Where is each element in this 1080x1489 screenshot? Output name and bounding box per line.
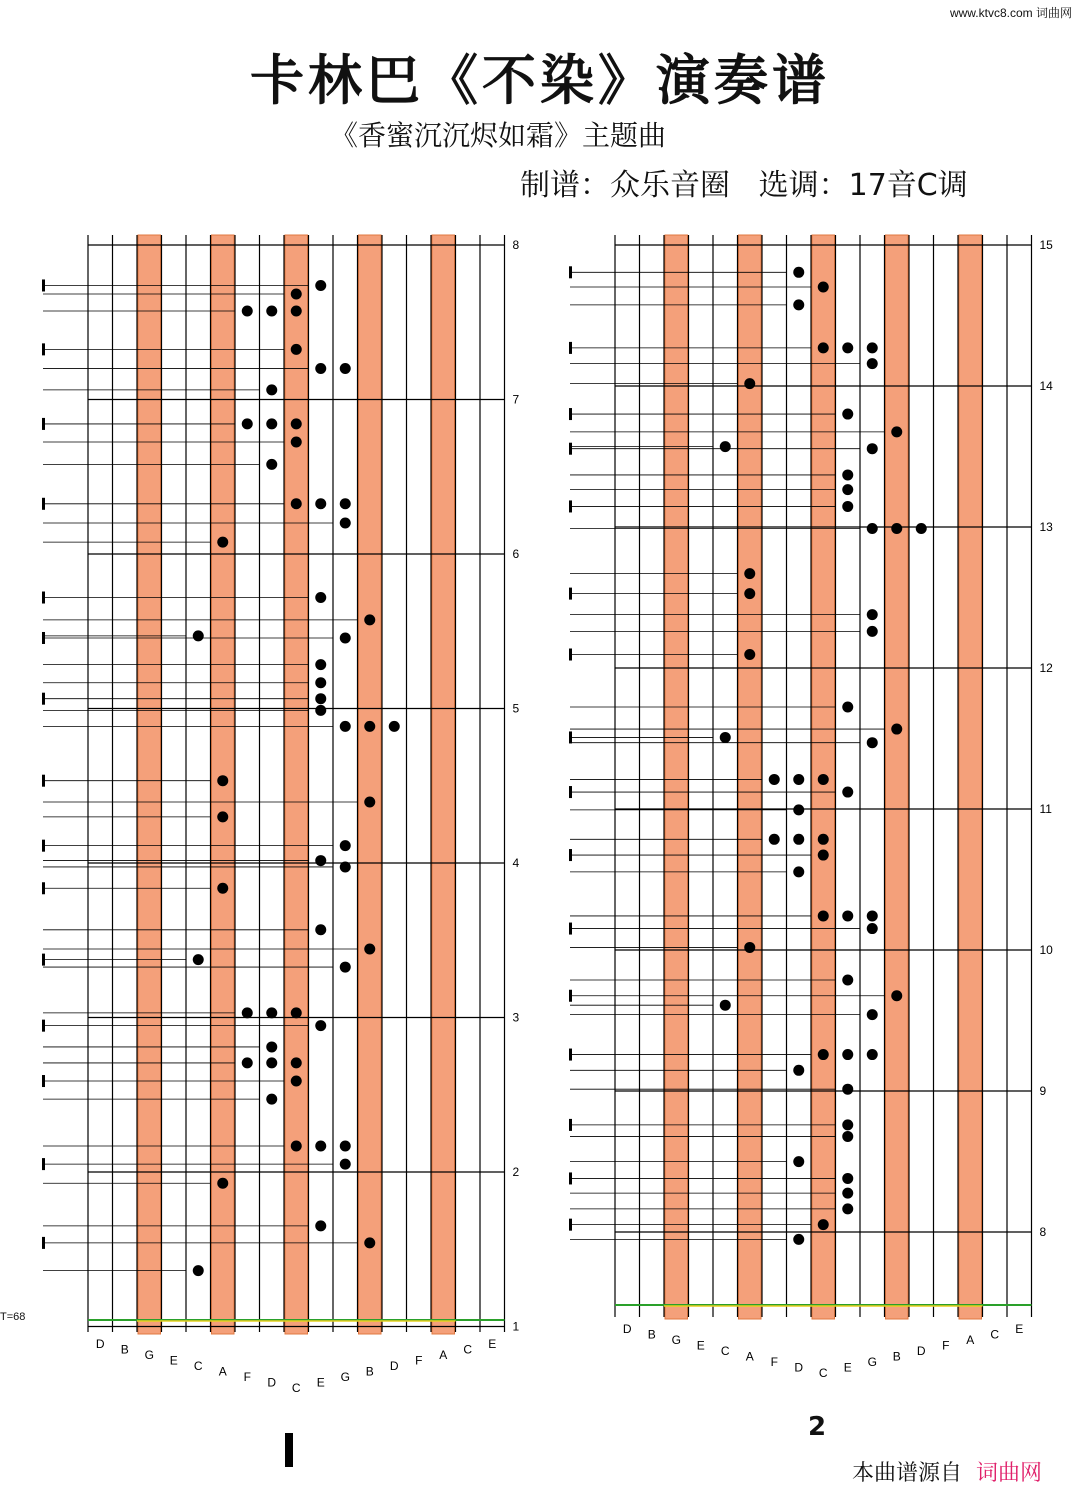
measure-number: 8 [1039,1225,1047,1239]
note-dot [842,787,853,798]
note-dot [340,962,351,973]
key-label: G [671,1333,681,1347]
note-dot [315,924,326,935]
note-dot [867,737,878,748]
rhythm-bar [42,343,45,355]
rhythm-bar [569,266,572,278]
note-dot [291,418,302,429]
key-label: A [439,1348,448,1362]
key-label: C [990,1327,1000,1342]
key-label: G [340,1370,350,1384]
note-dot [818,282,829,293]
note-dot [291,1140,302,1151]
rhythm-bar [569,731,572,743]
rhythm-bar [569,1119,572,1131]
measure-number: 15 [1039,238,1053,252]
key-label: G [867,1355,877,1369]
note-dot [793,267,804,278]
note-dot [818,910,829,921]
key-label: E [843,1360,852,1375]
note-dot [842,1084,853,1095]
note-dot [364,721,375,732]
note-dot [291,288,302,299]
highlighted-key-column [959,235,982,1319]
note-dot [266,459,277,470]
note-dot [744,649,755,660]
note-dot [242,1057,253,1068]
note-dot [340,1159,351,1170]
note-dot [744,942,755,953]
note-dot [242,1007,253,1018]
rhythm-bar [569,408,572,420]
key-label: E [488,1337,497,1351]
note-dot [315,855,326,866]
note-dot [842,910,853,921]
note-dot [266,1007,277,1018]
note-dot [867,1049,878,1060]
highlighted-key-column [665,235,688,1319]
rhythm-bar [42,882,45,894]
footer-mark [285,1433,293,1467]
note-dot [315,363,326,374]
measure-number: 5 [512,701,520,716]
note-dot [340,861,351,872]
rhythm-bar [569,1049,572,1061]
source-label: 本曲谱源自 [852,1461,963,1486]
note-dot [842,501,853,512]
note-dot [217,811,228,822]
rhythm-bar [42,418,45,430]
note-dot [793,1156,804,1167]
note-dot [315,659,326,670]
key-label: F [770,1355,778,1369]
note-dot [842,342,853,353]
key-label: C [463,1342,473,1357]
key-label: C [193,1359,203,1373]
note-dot [364,1237,375,1248]
note-dot [793,834,804,845]
note-dot [291,1057,302,1068]
note-dot [891,426,902,437]
note-dot [842,1049,853,1060]
rhythm-bar [569,588,572,600]
key-label: F [942,1338,950,1353]
note-dot [867,626,878,637]
note-dot [291,1007,302,1018]
note-dot [867,443,878,454]
note-dot [744,588,755,599]
measure-number: 4 [512,856,520,870]
key-label: D [916,1344,926,1358]
note-dot [315,1220,326,1231]
note-dot [818,1049,829,1060]
note-dot [842,469,853,480]
key-label: E [1015,1322,1024,1336]
rhythm-bar [569,923,572,935]
rhythm-bar [42,1158,45,1170]
note-dot [818,834,829,845]
key-label: D [622,1322,632,1336]
note-dot [867,523,878,534]
note-dot [793,1065,804,1076]
measure-number: 10 [1039,943,1053,957]
rhythm-bar [42,632,45,644]
rhythm-bar [42,498,45,510]
note-dot [842,1203,853,1214]
note-dot [793,1234,804,1245]
highlighted-key-column [886,235,909,1319]
note-dot [769,774,780,785]
key-label: D [95,1337,105,1351]
rhythm-bar [42,279,45,291]
note-dot [340,840,351,851]
rhythm-bar [569,443,572,455]
note-dot [266,384,277,395]
key-label: F [415,1353,423,1368]
note-dot [818,1219,829,1230]
note-dot [193,954,204,965]
note-dot [266,306,277,317]
highlighted-key-column [739,235,762,1319]
note-dot [340,721,351,732]
note-dot [867,923,878,934]
rhythm-bar [569,649,572,661]
rhythm-bar [42,1075,45,1087]
note-dot [266,1094,277,1105]
rhythm-bar [569,500,572,512]
note-dot [315,592,326,603]
key-label: E [316,1375,325,1390]
page-title: 卡林巴《不染》演奏谱 [250,49,830,112]
key-label: B [365,1364,374,1379]
key-label: D [267,1375,277,1390]
key-label: C [818,1366,828,1380]
note-dot [842,1119,853,1130]
note-dot [867,609,878,620]
measure-number: 6 [512,547,520,561]
note-dot [242,418,253,429]
note-dot [193,630,204,641]
note-dot [340,363,351,374]
rhythm-bar [42,1020,45,1032]
note-dot [916,523,927,534]
measure-number: 13 [1039,520,1053,534]
note-dot [291,306,302,317]
page-number: 2 [808,1412,827,1442]
footer-source[interactable] [852,1456,1042,1487]
key-label: C [291,1381,301,1395]
note-dot [842,1173,853,1184]
key-label: D [794,1360,804,1375]
note-dot [818,342,829,353]
rhythm-bar [42,840,45,852]
note-dot [793,866,804,877]
measure-number: 14 [1039,379,1053,393]
note-dot [891,990,902,1001]
note-dot [891,523,902,534]
note-dot [340,498,351,509]
note-dot [315,280,326,291]
key-label: D [389,1359,399,1373]
measure-number: 2 [512,1165,520,1179]
note-dot [364,796,375,807]
key-label: C [720,1344,730,1358]
rhythm-bar [42,775,45,787]
note-dot [842,975,853,986]
note-dot [867,910,878,921]
rhythm-bar [569,1219,572,1231]
note-dot [744,568,755,579]
note-dot [315,677,326,688]
note-dot [364,614,375,625]
measure-number: 1 [512,1319,520,1334]
rhythm-bar [42,954,45,966]
note-dot [217,883,228,894]
rhythm-bar [42,592,45,604]
rhythm-bar [42,1237,45,1249]
left-tab-panel [30,225,530,1395]
tempo-marking: T=68 [0,1311,26,1323]
rhythm-bar [569,849,572,861]
note-dot [867,358,878,369]
note-dot [315,1020,326,1031]
note-dot [744,378,755,389]
key-label: F [243,1370,251,1384]
measure-number: 12 [1039,661,1053,675]
note-dot [867,342,878,353]
note-dot [217,537,228,548]
measure-number: 7 [512,392,520,407]
rhythm-bar [569,990,572,1002]
note-dot [793,804,804,815]
key-label: G [144,1348,154,1362]
note-dot [217,1178,228,1189]
note-dot [842,409,853,420]
note-dot [842,1188,853,1199]
note-dot [842,484,853,495]
note-dot [793,774,804,785]
site-url[interactable]: www.ktvc8.com 词曲网 [949,6,1072,20]
note-dot [291,1076,302,1087]
right-tab-panel [545,225,1065,1385]
note-dot [291,437,302,448]
note-dot [340,632,351,643]
note-dot [818,774,829,785]
key-label: E [696,1338,705,1353]
key-label: B [892,1349,901,1364]
note-dot [842,702,853,713]
note-dot [842,1131,853,1142]
note-dot [793,299,804,310]
note-dot [266,1041,277,1052]
note-dot [315,498,326,509]
note-dot [217,775,228,786]
note-dot [266,1057,277,1068]
key-label: E [169,1353,178,1368]
note-dot [389,721,400,732]
note-dot [315,693,326,704]
rhythm-bar [42,693,45,705]
subtitle: 《香蜜沉沉烬如霜》主题曲 [330,119,667,152]
note-dot [867,1009,878,1020]
key-label: B [647,1327,656,1342]
measure-number: 8 [512,238,520,252]
key-label: B [120,1342,129,1357]
note-dot [340,1140,351,1151]
note-dot [291,344,302,355]
note-dot [720,732,731,743]
source-site[interactable]: 词曲网 [976,1461,1043,1486]
note-dot [193,1265,204,1276]
note-dot [720,441,731,452]
key-label: A [966,1333,975,1347]
measure-number: 3 [512,1010,520,1025]
credits: 制谱：众乐音圈 选调：17音C调 [520,168,968,203]
right-tablature [545,225,1065,1385]
key-label: A [745,1349,754,1364]
left-tablature [30,225,530,1395]
key-label: A [218,1364,227,1379]
note-dot [769,834,780,845]
note-dot [364,943,375,954]
rhythm-bar [569,1172,572,1184]
note-dot [891,724,902,735]
note-dot [291,498,302,509]
note-dot [720,1000,731,1011]
note-dot [818,850,829,861]
note-dot [242,306,253,317]
note-dot [340,517,351,528]
rhythm-bar [569,342,572,354]
note-dot [315,705,326,716]
note-dot [266,418,277,429]
note-dot [315,1140,326,1151]
rhythm-bar [569,786,572,798]
measure-number: 11 [1039,802,1052,816]
measure-number: 9 [1039,1084,1047,1098]
